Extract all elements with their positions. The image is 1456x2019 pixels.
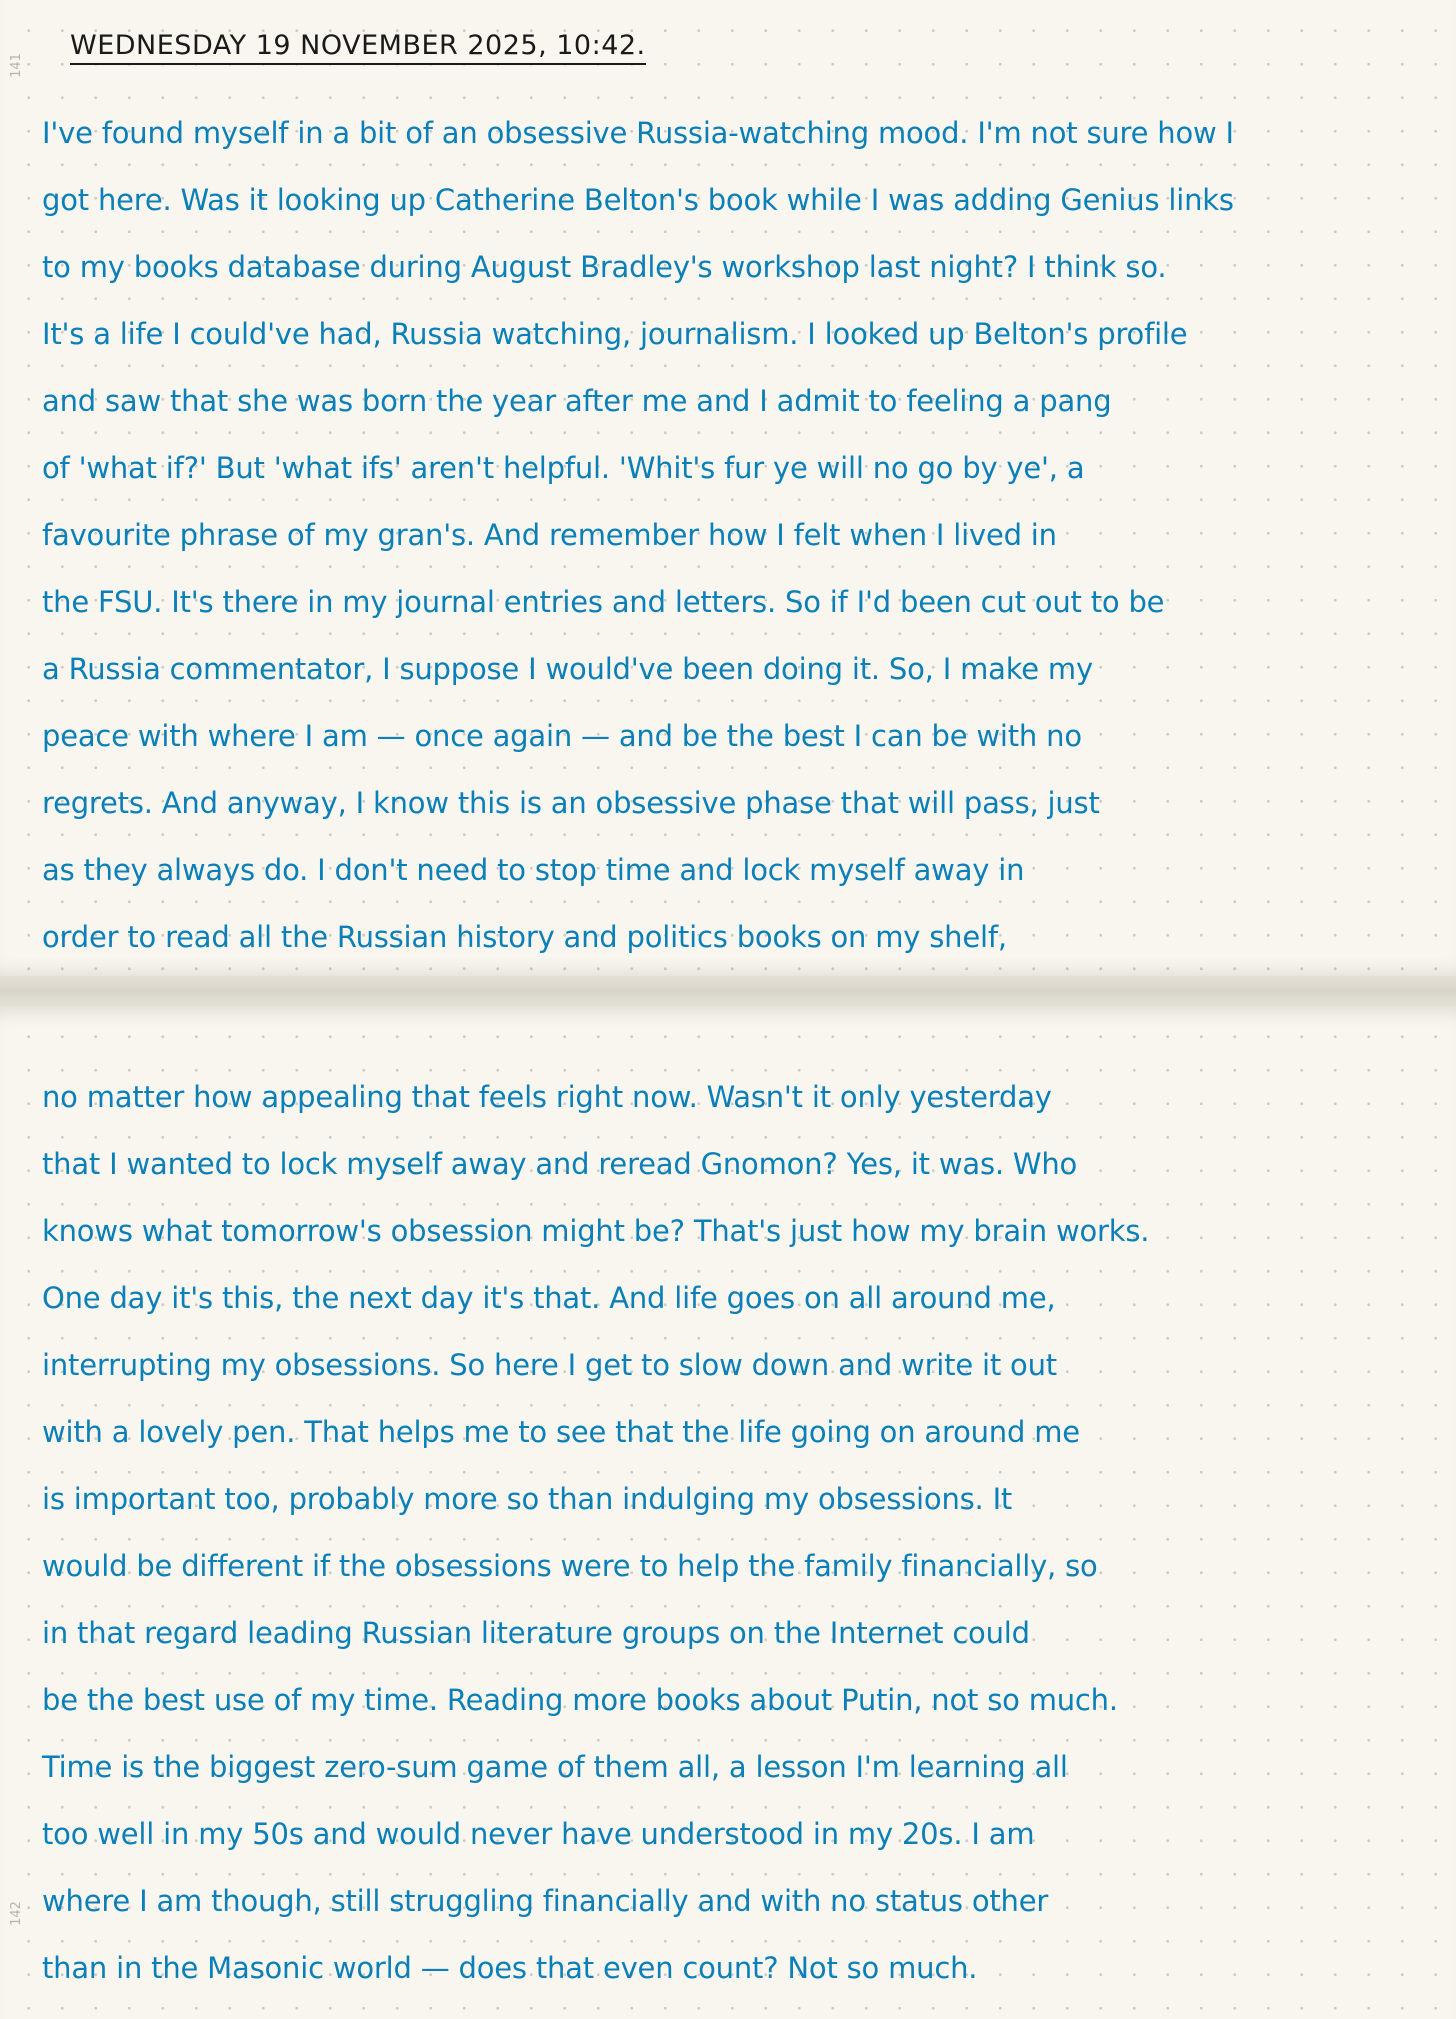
handwritten-line: in that regard leading Russian literature groups on the Internet could xyxy=(42,1616,1030,1650)
handwritten-line: regrets. And anyway, I know this is an obsessive phase that will pass, just xyxy=(42,786,1100,820)
handwritten-line: and saw that she was born the year after me and I admit to feeling a pang xyxy=(42,384,1112,418)
notebook-gutter xyxy=(0,976,1456,1006)
journal-text-top xyxy=(42,100,1442,971)
page-number: 142 xyxy=(8,1901,24,1926)
handwritten-line: the FSU. It's there in my journal entries and letters. So if I'd been cut out to be xyxy=(42,585,1165,619)
handwritten-line: order to read all the Russian history and politics books on my shelf, xyxy=(42,920,1007,954)
handwritten-line: no matter how appealing that feels right now. Wasn't it only yesterday xyxy=(42,1080,1052,1114)
handwritten-line: of 'what if?' But 'what ifs' aren't helpful. 'Whit's fur ye will no go by ye', a xyxy=(42,451,1085,485)
page-number: 141 xyxy=(8,53,24,78)
handwritten-line: I've found myself in a bit of an obsessive Russia-watching mood. I'm not sure how I xyxy=(42,116,1234,150)
journal-page-top xyxy=(0,0,1456,976)
handwritten-line: where I am though, still struggling financially and with no status other xyxy=(42,1884,1049,1918)
handwritten-line: interrupting my obsessions. So here I get to slow down and write it out xyxy=(42,1348,1057,1382)
journal-text-bottom xyxy=(42,1064,1442,2002)
handwritten-line: a Russia commentator, I suppose I would've been doing it. So, I make my xyxy=(42,652,1093,686)
handwritten-line: would be different if the obsessions were to help the family financially, so xyxy=(42,1549,1098,1583)
handwritten-line: Time is the biggest zero-sum game of them all, a lesson I'm learning all xyxy=(42,1750,1068,1784)
handwritten-line: to my books database during August Bradley's workshop last night? I think so. xyxy=(42,250,1167,284)
journal-page-bottom xyxy=(0,1006,1456,2019)
handwritten-line: got here. Was it looking up Catherine Belton's book while I was adding Genius links xyxy=(42,183,1234,217)
handwritten-line: favourite phrase of my gran's. And remember how I felt when I lived in xyxy=(42,518,1057,552)
handwritten-line: that I wanted to lock myself away and reread Gnomon? Yes, it was. Who xyxy=(42,1147,1078,1181)
handwritten-line: be the best use of my time. Reading more books about Putin, not so much. xyxy=(42,1683,1118,1717)
handwritten-line: One day it's this, the next day it's that. And life goes on all around me, xyxy=(42,1281,1056,1315)
handwritten-line: with a lovely pen. That helps me to see that the life going on around me xyxy=(42,1415,1080,1449)
handwritten-line: than in the Masonic world — does that even count? Not so much. xyxy=(42,1951,978,1985)
date-heading: WEDNESDAY 19 NOVEMBER 2025, 10:42. xyxy=(70,30,646,65)
handwritten-line: as they always do. I don't need to stop time and lock myself away in xyxy=(42,853,1025,887)
handwritten-line: is important too, probably more so than indulging my obsessions. It xyxy=(42,1482,1013,1516)
handwritten-line: knows what tomorrow's obsession might be? That's just how my brain works. xyxy=(42,1214,1150,1248)
handwritten-line: peace with where I am — once again — and be the best I can be with no xyxy=(42,719,1082,753)
handwritten-line: too well in my 50s and would never have understood in my 20s. I am xyxy=(42,1817,1035,1851)
handwritten-line: It's a life I could've had, Russia watching, journalism. I looked up Belton's profile xyxy=(42,317,1188,351)
